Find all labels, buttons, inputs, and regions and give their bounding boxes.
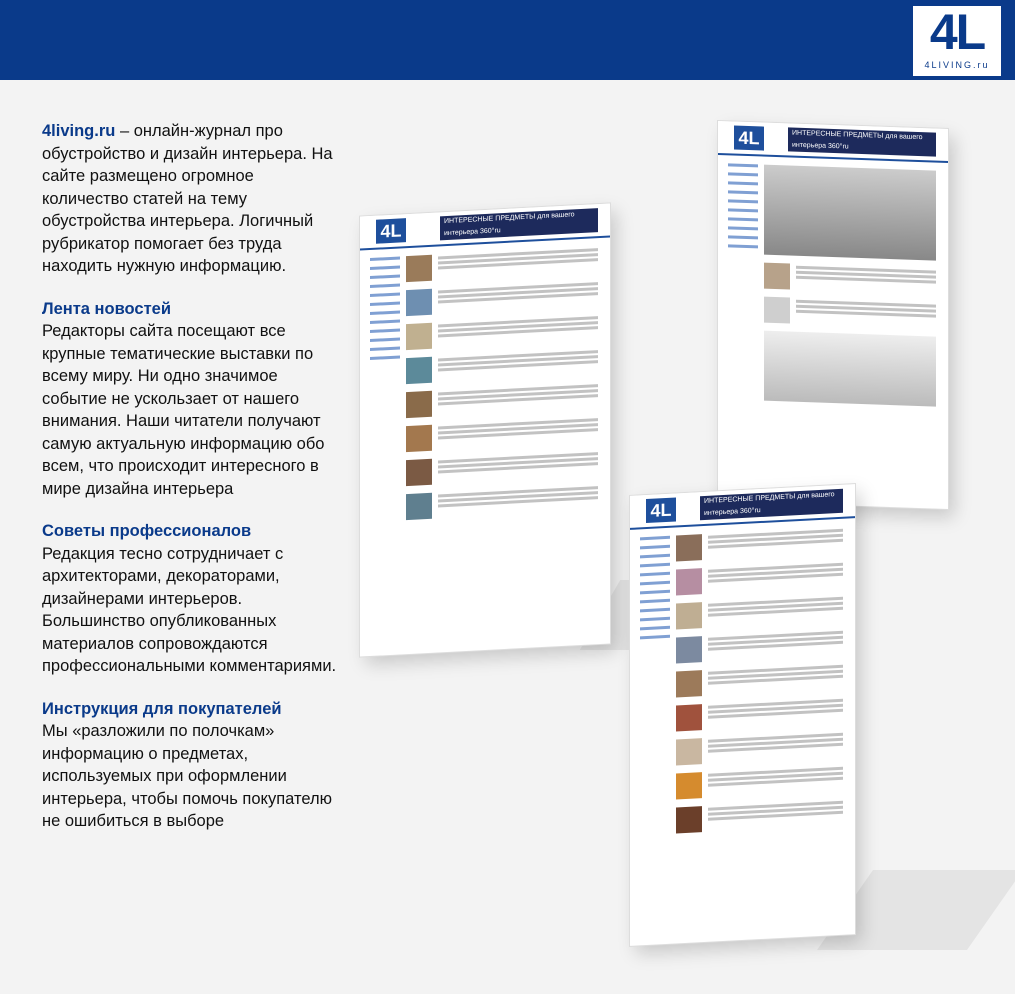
site-mockup-3	[630, 484, 855, 946]
mockup-content	[764, 165, 936, 489]
mockup-banner: ИНТЕРЕСНЫЕ ПРЕДМЕТЫ для вашего интерьера 360°ru	[700, 489, 843, 520]
intro-paragraph	[42, 120, 342, 278]
mockup-sidebar	[640, 536, 670, 926]
mockup-logo: 4L	[646, 497, 676, 523]
mockup-content	[406, 246, 598, 634]
mockup-banner: ИНТЕРЕСНЫЕ ПРЕДМЕТЫ для вашего интерьера 360°ru	[788, 127, 936, 156]
logo-text: 4LIVING.ru	[924, 60, 990, 70]
mockup-banner: ИНТЕРЕСНЫЕ ПРЕДМЕТЫ для вашего интерьера 360°ru	[440, 208, 598, 240]
intro-text: – онлайн-журнал про обустройство и дизайн интерьера. На сайте размещено огромное количество статей на тему обустройства интерьера. Логичный рубрикатор помогает без труда находить нужную информацию.	[42, 122, 333, 275]
description-column	[42, 120, 342, 853]
mockup-sidebar	[370, 256, 400, 636]
mockup-logo: 4L	[376, 218, 406, 244]
mockup-logo: 4L	[734, 126, 764, 151]
brand-name: 4living.ru	[42, 122, 116, 140]
brand-logo[interactable]	[913, 6, 1001, 76]
section-text-news: Редакторы сайта посещают все крупные тематические выставки по всему миру. Ни одно значимое событие не ускользает от нашего внимания. Наши читатели получают самую актуальную информацию обо всем, что происходит интересного в мире дизайна интерьера	[42, 322, 325, 498]
mockup-hero-image	[764, 165, 936, 261]
page-header	[0, 0, 1015, 80]
logo-mark: 4L	[929, 4, 985, 60]
section-text-pros: Редакция тесно сотрудничает с архитекторами, декораторами, дизайнерами интерьеров. Большинство опубликованных материалов сопровождаются профессиональными комментариями.	[42, 544, 337, 675]
mockup-sidebar	[728, 163, 758, 482]
mockup-hero-image-2	[764, 331, 936, 407]
section-title-news: Лента новостей	[42, 299, 171, 318]
section-title-buyers: Инструкция для покупателей	[42, 699, 282, 718]
section-text-buyers: Мы «разложили по полочкам» информацию о предметах, используемых при оформлении интерьера, чтобы помочь покупателю не ошибиться в выборе	[42, 722, 332, 830]
site-mockup-2	[718, 121, 948, 509]
site-mockup-1	[360, 203, 610, 656]
section-title-pros: Советы профессионалов	[42, 522, 252, 540]
mockup-content	[676, 527, 843, 924]
mockup-header	[630, 484, 855, 530]
mockup-header	[360, 203, 610, 250]
mockup-header	[718, 121, 948, 163]
